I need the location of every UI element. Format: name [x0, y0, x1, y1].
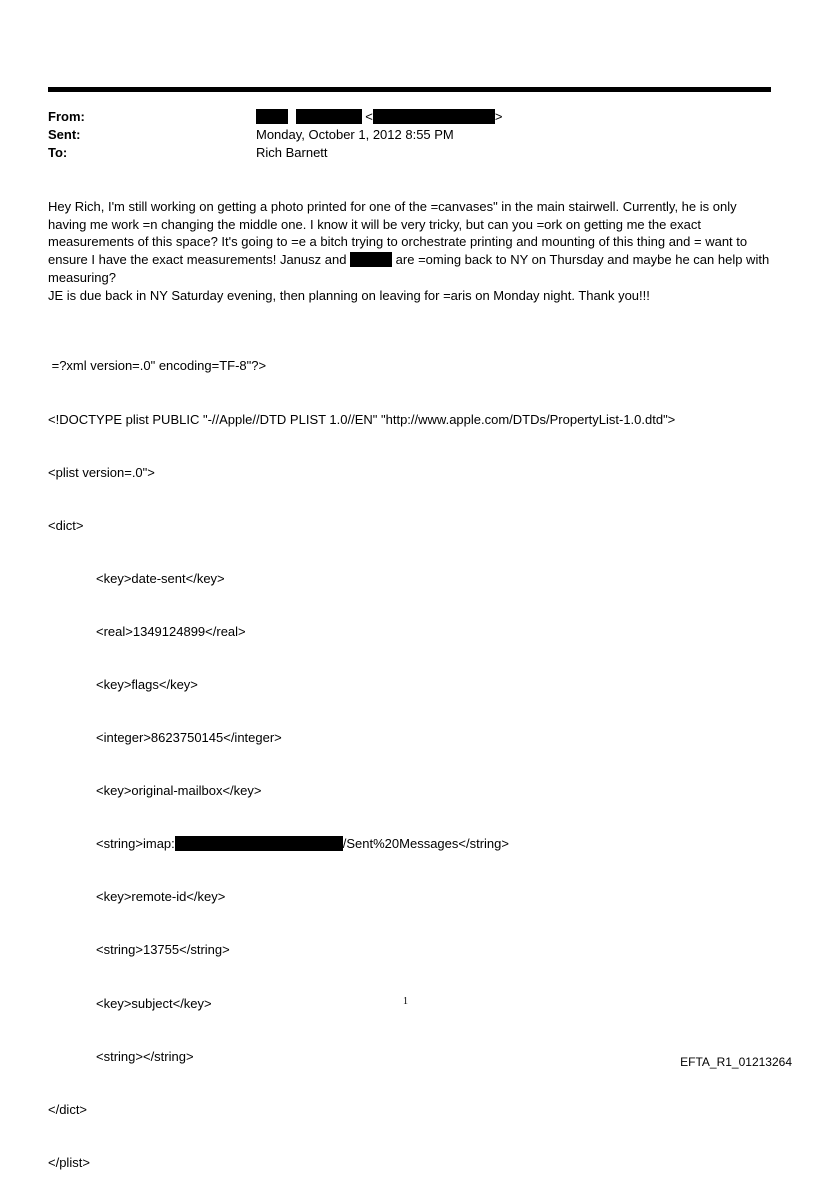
from-bracket-close: >: [494, 109, 503, 124]
to-value: Rich Barnett: [256, 145, 328, 160]
from-bracket-open: <: [365, 109, 373, 124]
to-label: To:: [48, 145, 68, 160]
xml-line: <key>original-mailbox</key>: [96, 783, 262, 799]
xml-line: <real>1349124899</real>: [96, 623, 246, 639]
message-paragraph: JE is due back in NY Saturday evening, then planning on leaving for =aris on Monday night. Thank you!!!: [48, 287, 650, 303]
redaction-block: [256, 109, 288, 124]
xml-line: <string>13755</string>: [96, 942, 230, 958]
xml-line: <key>date-sent</key>: [96, 570, 225, 586]
plist-block: [48, 322, 675, 1189]
sent-label: Sent:: [48, 127, 81, 142]
xml-line: </dict>: [48, 1101, 88, 1117]
message-body: [48, 198, 778, 304]
xml-line: <dict>: [48, 517, 84, 533]
xml-line: <!DOCTYPE plist PUBLIC "-//Apple//DTD PLIST 1.0//EN" "http://www.apple.com/DTDs/PropertyList-1.0.dtd">: [48, 411, 676, 427]
redaction-block: [175, 836, 343, 851]
xml-text: <string>imap:: [96, 836, 175, 852]
xml-line: [48, 835, 675, 853]
xml-line: <integer>8623750145</integer>: [96, 730, 282, 746]
xml-line: <key>flags</key>: [96, 676, 198, 692]
redaction-block: [350, 252, 392, 267]
from-label: From:: [48, 109, 85, 124]
xml-line: <string></string>: [96, 1048, 194, 1064]
redaction-block: [296, 109, 362, 124]
xml-line: =?xml version=.0" encoding=TF-8"?>: [48, 358, 267, 374]
page-number: 1: [403, 996, 408, 1007]
xml-line: <key>subject</key>: [96, 995, 212, 1011]
header-rule: [48, 87, 771, 92]
xml-line: </plist>: [48, 1154, 90, 1170]
message-text: Hey Rich, I'm still working on getting a photo printed for one of the =canvases" in the main stairwell. Currently, he is only having me work =n changing the middle one. I know it will be very tricky, but can you =ork on getting me the exact measurements of this space? It's going to =e a bitch trying to orchestrate printing and mounting of this thing and = want to ensure I have the exact measurements! Janusz and: [48, 199, 748, 268]
xml-text: /Sent%20Messages</string>: [342, 836, 509, 852]
from-value: [256, 108, 502, 125]
xml-line: <key>remote-id</key>: [96, 889, 226, 905]
document-id: EFTA_R1_01213264: [680, 1055, 792, 1069]
sent-value: Monday, October 1, 2012 8:55 PM: [256, 127, 454, 142]
message-text: are =oming back to NY on Thursday and maybe he can help with measuring?: [48, 252, 770, 285]
redaction-block: [373, 109, 495, 124]
message-paragraph: [48, 198, 778, 287]
xml-line: <plist version=.0">: [48, 464, 155, 480]
